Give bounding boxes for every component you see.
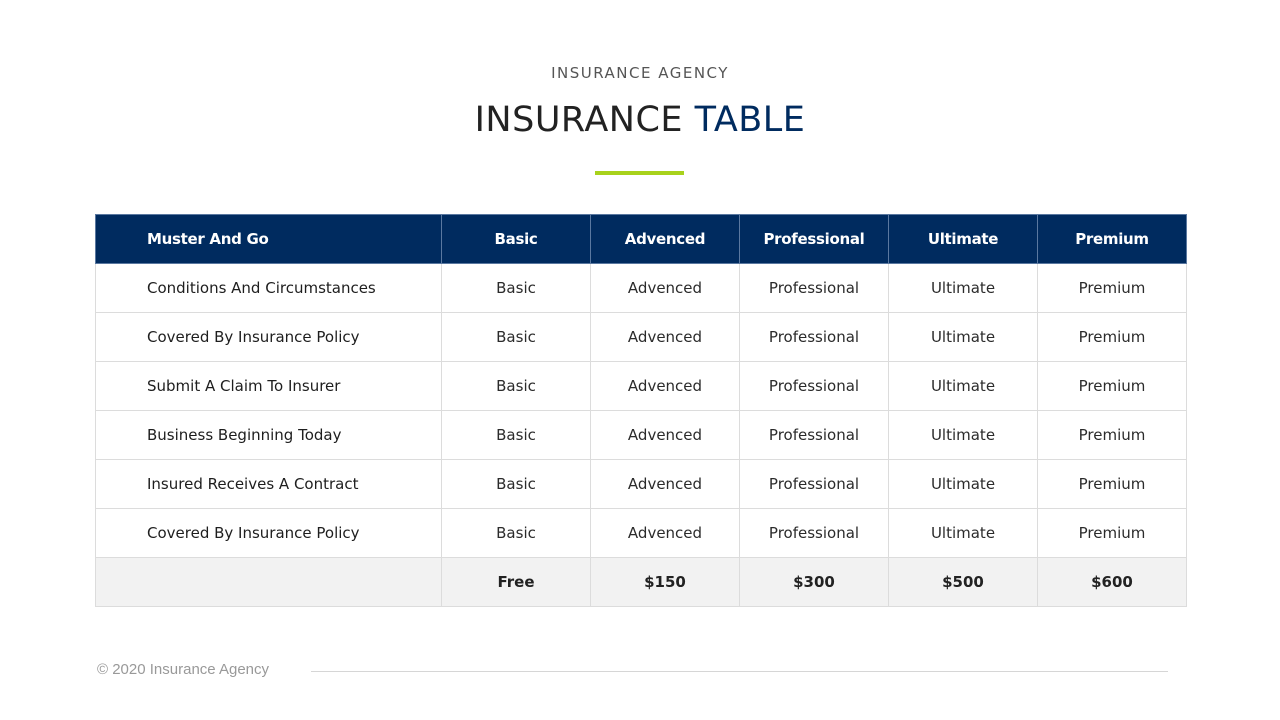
table-cell: Advenced [591, 509, 740, 558]
table-cell: Basic [442, 264, 591, 313]
table-cell: Basic [442, 411, 591, 460]
table-cell: Basic [442, 460, 591, 509]
row-label: Business Beginning Today [96, 411, 442, 460]
header-cell-feature: Muster And Go [96, 215, 442, 264]
row-label: Covered By Insurance Policy [96, 509, 442, 558]
table-row [96, 509, 1187, 558]
table-cell: Premium [1038, 313, 1187, 362]
table-cell: Basic [442, 509, 591, 558]
row-label: Submit A Claim To Insurer [96, 362, 442, 411]
table-cell: Ultimate [889, 264, 1038, 313]
table-row [96, 362, 1187, 411]
table-row [96, 264, 1187, 313]
price-label-cell [96, 558, 442, 607]
table-cell: Premium [1038, 362, 1187, 411]
table-cell: Advenced [591, 460, 740, 509]
table-cell: Ultimate [889, 411, 1038, 460]
table-cell: Ultimate [889, 313, 1038, 362]
row-label: Covered By Insurance Policy [96, 313, 442, 362]
table-cell: Advenced [591, 411, 740, 460]
table-cell: Professional [740, 460, 889, 509]
header-cell-advenced: Advenced [591, 215, 740, 264]
table-cell: Ultimate [889, 362, 1038, 411]
table-cell: Premium [1038, 460, 1187, 509]
header-cell-premium: Premium [1038, 215, 1187, 264]
header-cell-basic: Basic [442, 215, 591, 264]
price-ultimate: $500 [889, 558, 1038, 607]
table-cell: Premium [1038, 264, 1187, 313]
table-cell: Professional [740, 313, 889, 362]
page-title [0, 100, 1280, 140]
table-cell: Advenced [591, 313, 740, 362]
row-label: Conditions And Circumstances [96, 264, 442, 313]
table-cell: Advenced [591, 264, 740, 313]
table-cell: Advenced [591, 362, 740, 411]
header-cell-professional: Professional [740, 215, 889, 264]
table-cell: Premium [1038, 411, 1187, 460]
table-header-row [96, 215, 1187, 264]
row-label: Insured Receives A Contract [96, 460, 442, 509]
footer-divider [311, 671, 1168, 672]
price-professional: $300 [740, 558, 889, 607]
price-premium: $600 [1038, 558, 1187, 607]
price-advenced: $150 [591, 558, 740, 607]
table-row [96, 460, 1187, 509]
table-row [96, 313, 1187, 362]
header-cell-ultimate: Ultimate [889, 215, 1038, 264]
title-main: INSURANCE [474, 100, 684, 140]
table-cell: Professional [740, 509, 889, 558]
page-subtitle: INSURANCE AGENCY [551, 64, 729, 82]
price-row [96, 558, 1187, 607]
table-cell: Professional [740, 264, 889, 313]
title-accent: TABLE [694, 100, 806, 140]
insurance-table [95, 214, 1187, 607]
table-cell: Professional [740, 411, 889, 460]
footer-copyright: © 2020 Insurance Agency [97, 661, 270, 678]
table-cell: Ultimate [889, 460, 1038, 509]
table-cell: Premium [1038, 509, 1187, 558]
table-cell: Basic [442, 313, 591, 362]
table-cell: Ultimate [889, 509, 1038, 558]
price-basic: Free [442, 558, 591, 607]
table-cell: Professional [740, 362, 889, 411]
table-cell: Basic [442, 362, 591, 411]
title-underline-divider [595, 171, 684, 175]
table-row [96, 411, 1187, 460]
